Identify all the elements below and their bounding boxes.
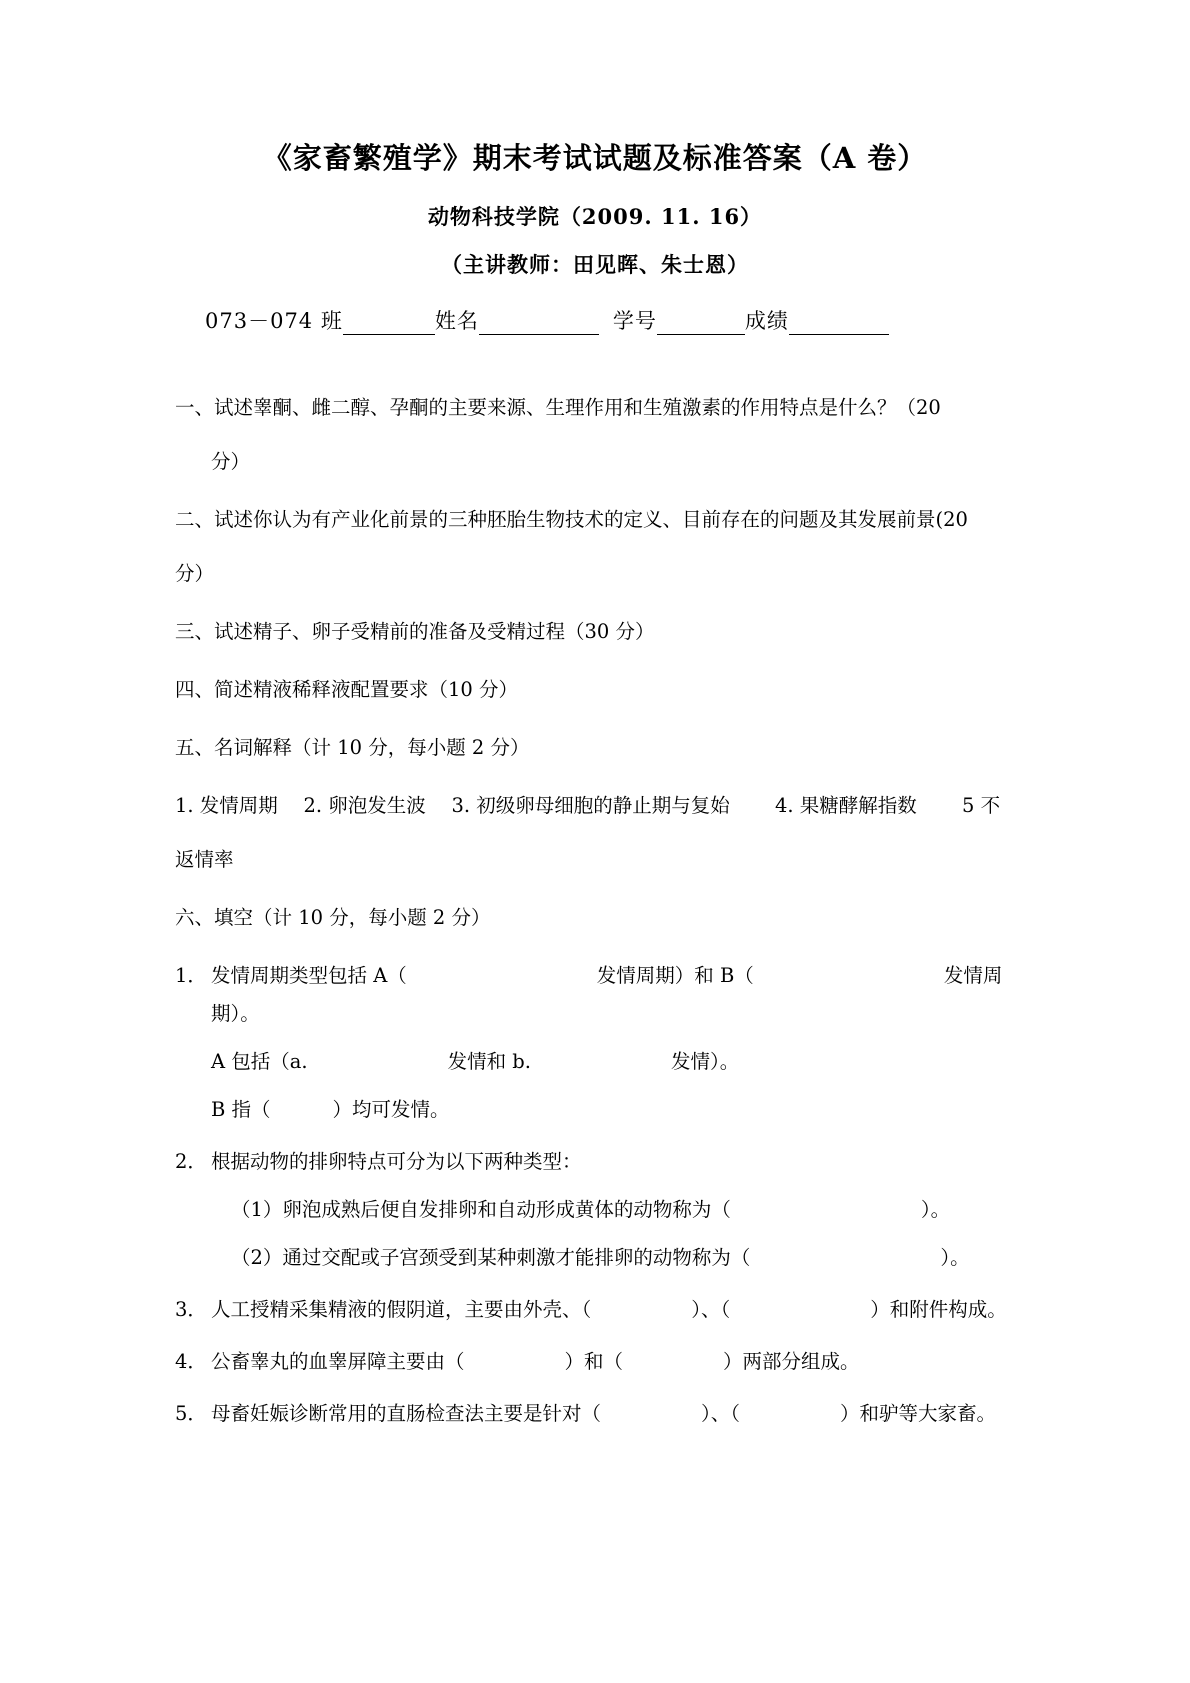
fill-item-4-number: 4． [175, 1349, 207, 1373]
fill-4-part-1: 公畜睾丸的血睾屏障主要由（ [211, 1349, 465, 1373]
fill-item-2-text: 根据动物的排卵特点可分为以下两种类型： [211, 1149, 582, 1173]
fill-1-part-3: 发情周期）。 [211, 963, 1003, 1025]
fill-2a-part-2: ）。 [920, 1197, 951, 1221]
page-title: 《家畜繁殖学》期末考试试题及标准答案（A 卷） [262, 141, 928, 175]
question-5: 五、名词解释（计 10 分，每小题 2 分） [175, 735, 530, 759]
fill-item-1-sub-a [175, 1043, 1015, 1081]
question-5-terms-cont: 返情率 [175, 847, 234, 871]
fill-item-1-number: 1． [175, 963, 207, 987]
fill-5-part-3: ）和驴等大家畜。 [840, 1401, 997, 1425]
score-blank[interactable] [789, 314, 889, 335]
fill-5-part-1: 母畜妊娠诊断常用的直肠检查法主要是针对（ [211, 1401, 602, 1425]
name-blank[interactable] [479, 314, 599, 335]
fill-2a-part-1: （1）卵泡成熟后便自发排卵和自动形成黄体的动物称为（ [231, 1197, 731, 1221]
fill-item-3-number: 3． [175, 1297, 207, 1321]
fill-3-part-1: 人工授精采集精液的假阴道，主要由外壳、（ [211, 1297, 592, 1321]
fill-5-part-2: ）、（ [701, 1401, 741, 1425]
fill-1b-part-1: B 指（ [211, 1097, 271, 1121]
fill-item-5-number: 5． [175, 1401, 207, 1425]
id-blank[interactable] [657, 314, 745, 335]
question-2: 二、试述你认为有产业化前景的三种胚胎生物技术的定义、目前存在的问题及其发展前景(20 [175, 507, 968, 531]
fill-item-2-number: 2． [175, 1149, 207, 1173]
fill-item-1-sub-b [175, 1091, 1015, 1129]
class-blank[interactable] [343, 314, 435, 335]
fill-3-part-2: ）、（ [691, 1297, 731, 1321]
student-info-line [175, 305, 1015, 335]
fill-item-4-text [211, 1343, 1015, 1381]
fill-item-2 [175, 1143, 1015, 1181]
fill-1-part-2: 发情周期）和 B（ [596, 963, 754, 987]
question-4: 四、简述精液稀释液配置要求（10 分） [175, 677, 519, 701]
question-2-cont: 分） [175, 561, 215, 585]
name-label: 姓名 [434, 308, 479, 333]
fill-1-part-1: 发情周期类型包括 A（ [211, 963, 407, 987]
fill-item-3 [175, 1291, 1015, 1329]
fill-1b-part-2: ）均可发情。 [332, 1097, 450, 1121]
fill-2b-part-1: （2）通过交配或子宫颈受到某种刺激才能排卵的动物称为（ [231, 1245, 751, 1269]
fill-4-part-2: ）和（ [564, 1349, 624, 1373]
question-5-terms: 1. 发情周期 2. 卵泡发生波 3. 初级卵母细胞的静止期与复始 4. 果糖酵解指数 5 不 [175, 793, 1001, 817]
question-1-cont: 分） [211, 449, 251, 473]
id-label: 学号 [612, 308, 657, 333]
fill-4-part-3: ）两部分组成。 [723, 1349, 860, 1373]
fill-3-part-3: ）和附件构成。 [870, 1297, 1007, 1321]
fill-1a-part-2: 发情和 b. [447, 1049, 531, 1073]
question-3: 三、试述精子、卵子受精前的准备及受精过程（30 分） [175, 619, 655, 643]
questions-body [175, 389, 1015, 1433]
question-6: 六、填空（计 10 分，每小题 2 分） [175, 905, 491, 929]
fill-2b-part-2: ）。 [940, 1245, 970, 1269]
document-subtitle: 动物科技学院（2009. 11. 16） [427, 203, 763, 229]
document-instructors: （主讲教师：田见晖、朱士恩） [441, 251, 749, 277]
fill-item-4 [175, 1343, 1015, 1381]
fill-item-3-text [211, 1291, 1015, 1329]
question-1: 一、试述睾酮、雌二醇、孕酮的主要来源、生理作用和生殖激素的作用特点是什么？（20 [175, 395, 941, 419]
fill-item-5-text [211, 1395, 1015, 1433]
fill-item-5 [175, 1395, 1015, 1433]
score-label: 成绩 [744, 308, 789, 333]
fill-item-1 [175, 957, 1015, 1033]
fill-1a-part-3: 发情）。 [671, 1049, 740, 1073]
fill-item-1-text [211, 957, 1015, 1033]
fill-item-2-sub-1 [175, 1191, 1015, 1229]
class-label: 073－074 班 [205, 308, 343, 333]
fill-1a-part-1: A 包括（a. [211, 1049, 308, 1073]
fill-item-2-sub-2 [175, 1239, 1015, 1277]
